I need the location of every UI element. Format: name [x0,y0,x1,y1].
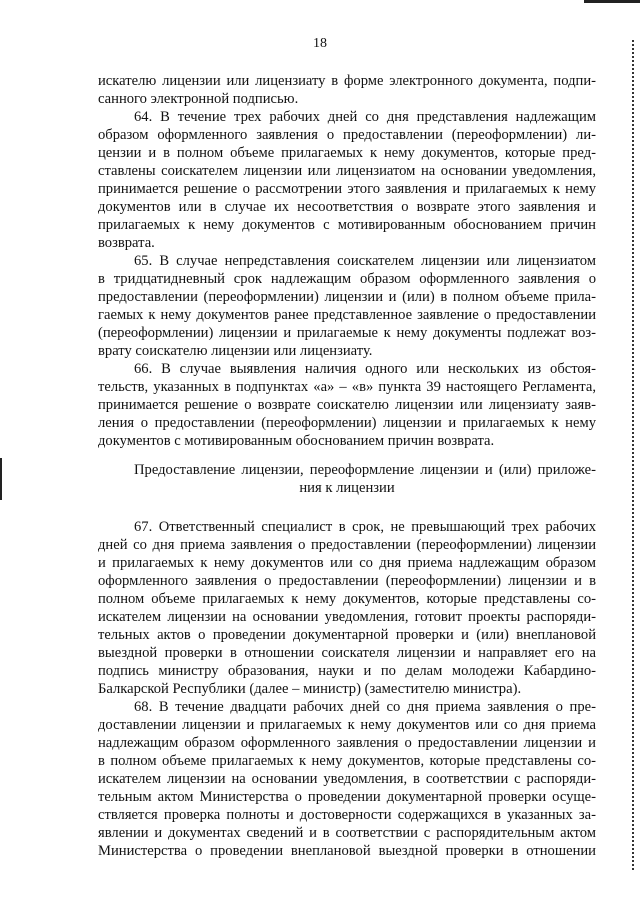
paragraph-68-line: ствляется проверка полноты и достоверности содержащихся в указанных за- [98,807,596,823]
paragraph-67-line: тельных актов о проведении документарной проверки и (или) внеплановой [98,627,596,643]
paragraph-66-line: принимается решение о возврате соискателю лицензии или лицензиату заяв- [98,397,596,413]
paragraph-67-line: 67. Ответственный специалист в срок, не превышающий трех рабочих [134,519,596,535]
paragraph-64-line: цензии и в полном объеме прилагаемых к нему документов, которые пред- [98,145,596,161]
paragraph-65-line: 65. В случае непредставления соискателем лицензии или лицензиатом [134,253,596,269]
paragraph-67-line: выездной проверки в отношении соискателя лицензии и направляет его на [98,645,596,661]
paragraph-67-line: подпись министру образования, науки и по делам молодежи Кабардино- [98,663,596,679]
paragraph-64-line: ставлены соискателем лицензии или лицензиатом на основании уведомления, [98,163,596,179]
text-line: санного электронной подписью. [98,91,299,107]
paragraph-68-line: явлении и документах сведений и в соответствии с распорядительным актом [98,825,596,841]
paragraph-65-line: (переоформлении) лицензии и прилагаемые к нему документы подлежат воз- [98,325,596,341]
paragraph-65-line: гаемых к нему документов ранее представленное заявление о предоставлении [98,307,596,323]
paragraph-67-line: искателем лицензии на основании уведомления, готовит проекты распоряди- [98,609,596,625]
page-number: 18 [313,36,327,51]
text-line: искателю лицензии или лицензиату в форме электронного документа, подпи- [98,73,596,89]
paragraph-66-line: тельств, указанных в подпунктах «а» – «в» пункта 39 настоящего Регламента, [98,379,596,395]
paragraph-68-line: искателем лицензии на основании уведомления, в соответствии с распоряди- [98,771,596,787]
paragraph-66-line: ления о предоставлении (переоформлении) лицензии и прилагаемых к нему [98,415,596,431]
paragraph-68-line: надлежащим образом оформленного заявления о предоставлении лицензии и [98,735,596,751]
paragraph-68-line: тельным актом Министерства о проведении документарной проверки осуще- [98,789,596,805]
paragraph-68-line: в полном объеме прилагаемых к нему документов, которые представлены со- [98,753,596,769]
paragraph-68-line: доставлении лицензии и прилагаемых к нему документов или со дня приема [98,717,596,733]
paragraph-64-line: прилагаемых к нему документов с мотивированным обоснованием причин [98,217,596,233]
paragraph-64-line: принимается решение о рассмотрении этого заявления и прилагаемых к нему [98,181,596,197]
paragraph-64-line: документов или в случае их несоответствия о возврате этого заявления и [98,199,596,215]
paragraph-66-line: документов с мотивированным обоснованием причин возврата. [98,433,495,449]
paragraph-64-line: 64. В течение трех рабочих дней со дня представления надлежащим [134,109,596,125]
paragraph-65-line: в тридцатидневный срок надлежащим образом оформленного заявления о [98,271,596,287]
section-heading-line: ния к лицензии [299,480,395,496]
paragraph-68-line: 68. В течение двадцати рабочих дней со дня приема заявления о пре- [134,699,596,715]
paragraph-64-line: возврата. [98,235,155,251]
section-heading-line: Предоставление лицензии, переоформление лицензии и (или) приложе- [134,462,596,478]
paragraph-67-line: Балкарской Республики (далее – министр) (заместителю министра). [98,681,522,697]
scan-edge-mark [584,0,640,3]
paragraph-67-line: и прилагаемых к нему документов или со дня приема надлежащим образом [98,555,596,571]
paragraph-67-line: оформленного заявления о предоставлении (переоформлении) лицензии и в [98,573,596,589]
paragraph-65-line: врату соискателю лицензии или лицензиату. [98,343,373,359]
paragraph-67-line: полном объеме прилагаемых к нему документов, которые представлены со- [98,591,596,607]
paragraph-65-line: предоставлении (переоформлении) лицензии и (или) в полном объеме прила- [98,289,596,305]
paragraph-68-line: Министерства о проведении внеплановой выездной проверки в отношении [98,843,596,859]
paragraph-67-line: дней со дня приема заявления о предоставлении (переоформлении) лицензии [98,537,596,553]
paragraph-66-line: 66. В случае выявления наличия одного или нескольких из обстоя- [134,361,596,377]
scan-edge-mark [0,458,2,500]
scan-edge-mark [632,40,636,870]
paragraph-64-line: образом оформленного заявления о предоставлении (переоформлении) ли- [98,127,596,143]
